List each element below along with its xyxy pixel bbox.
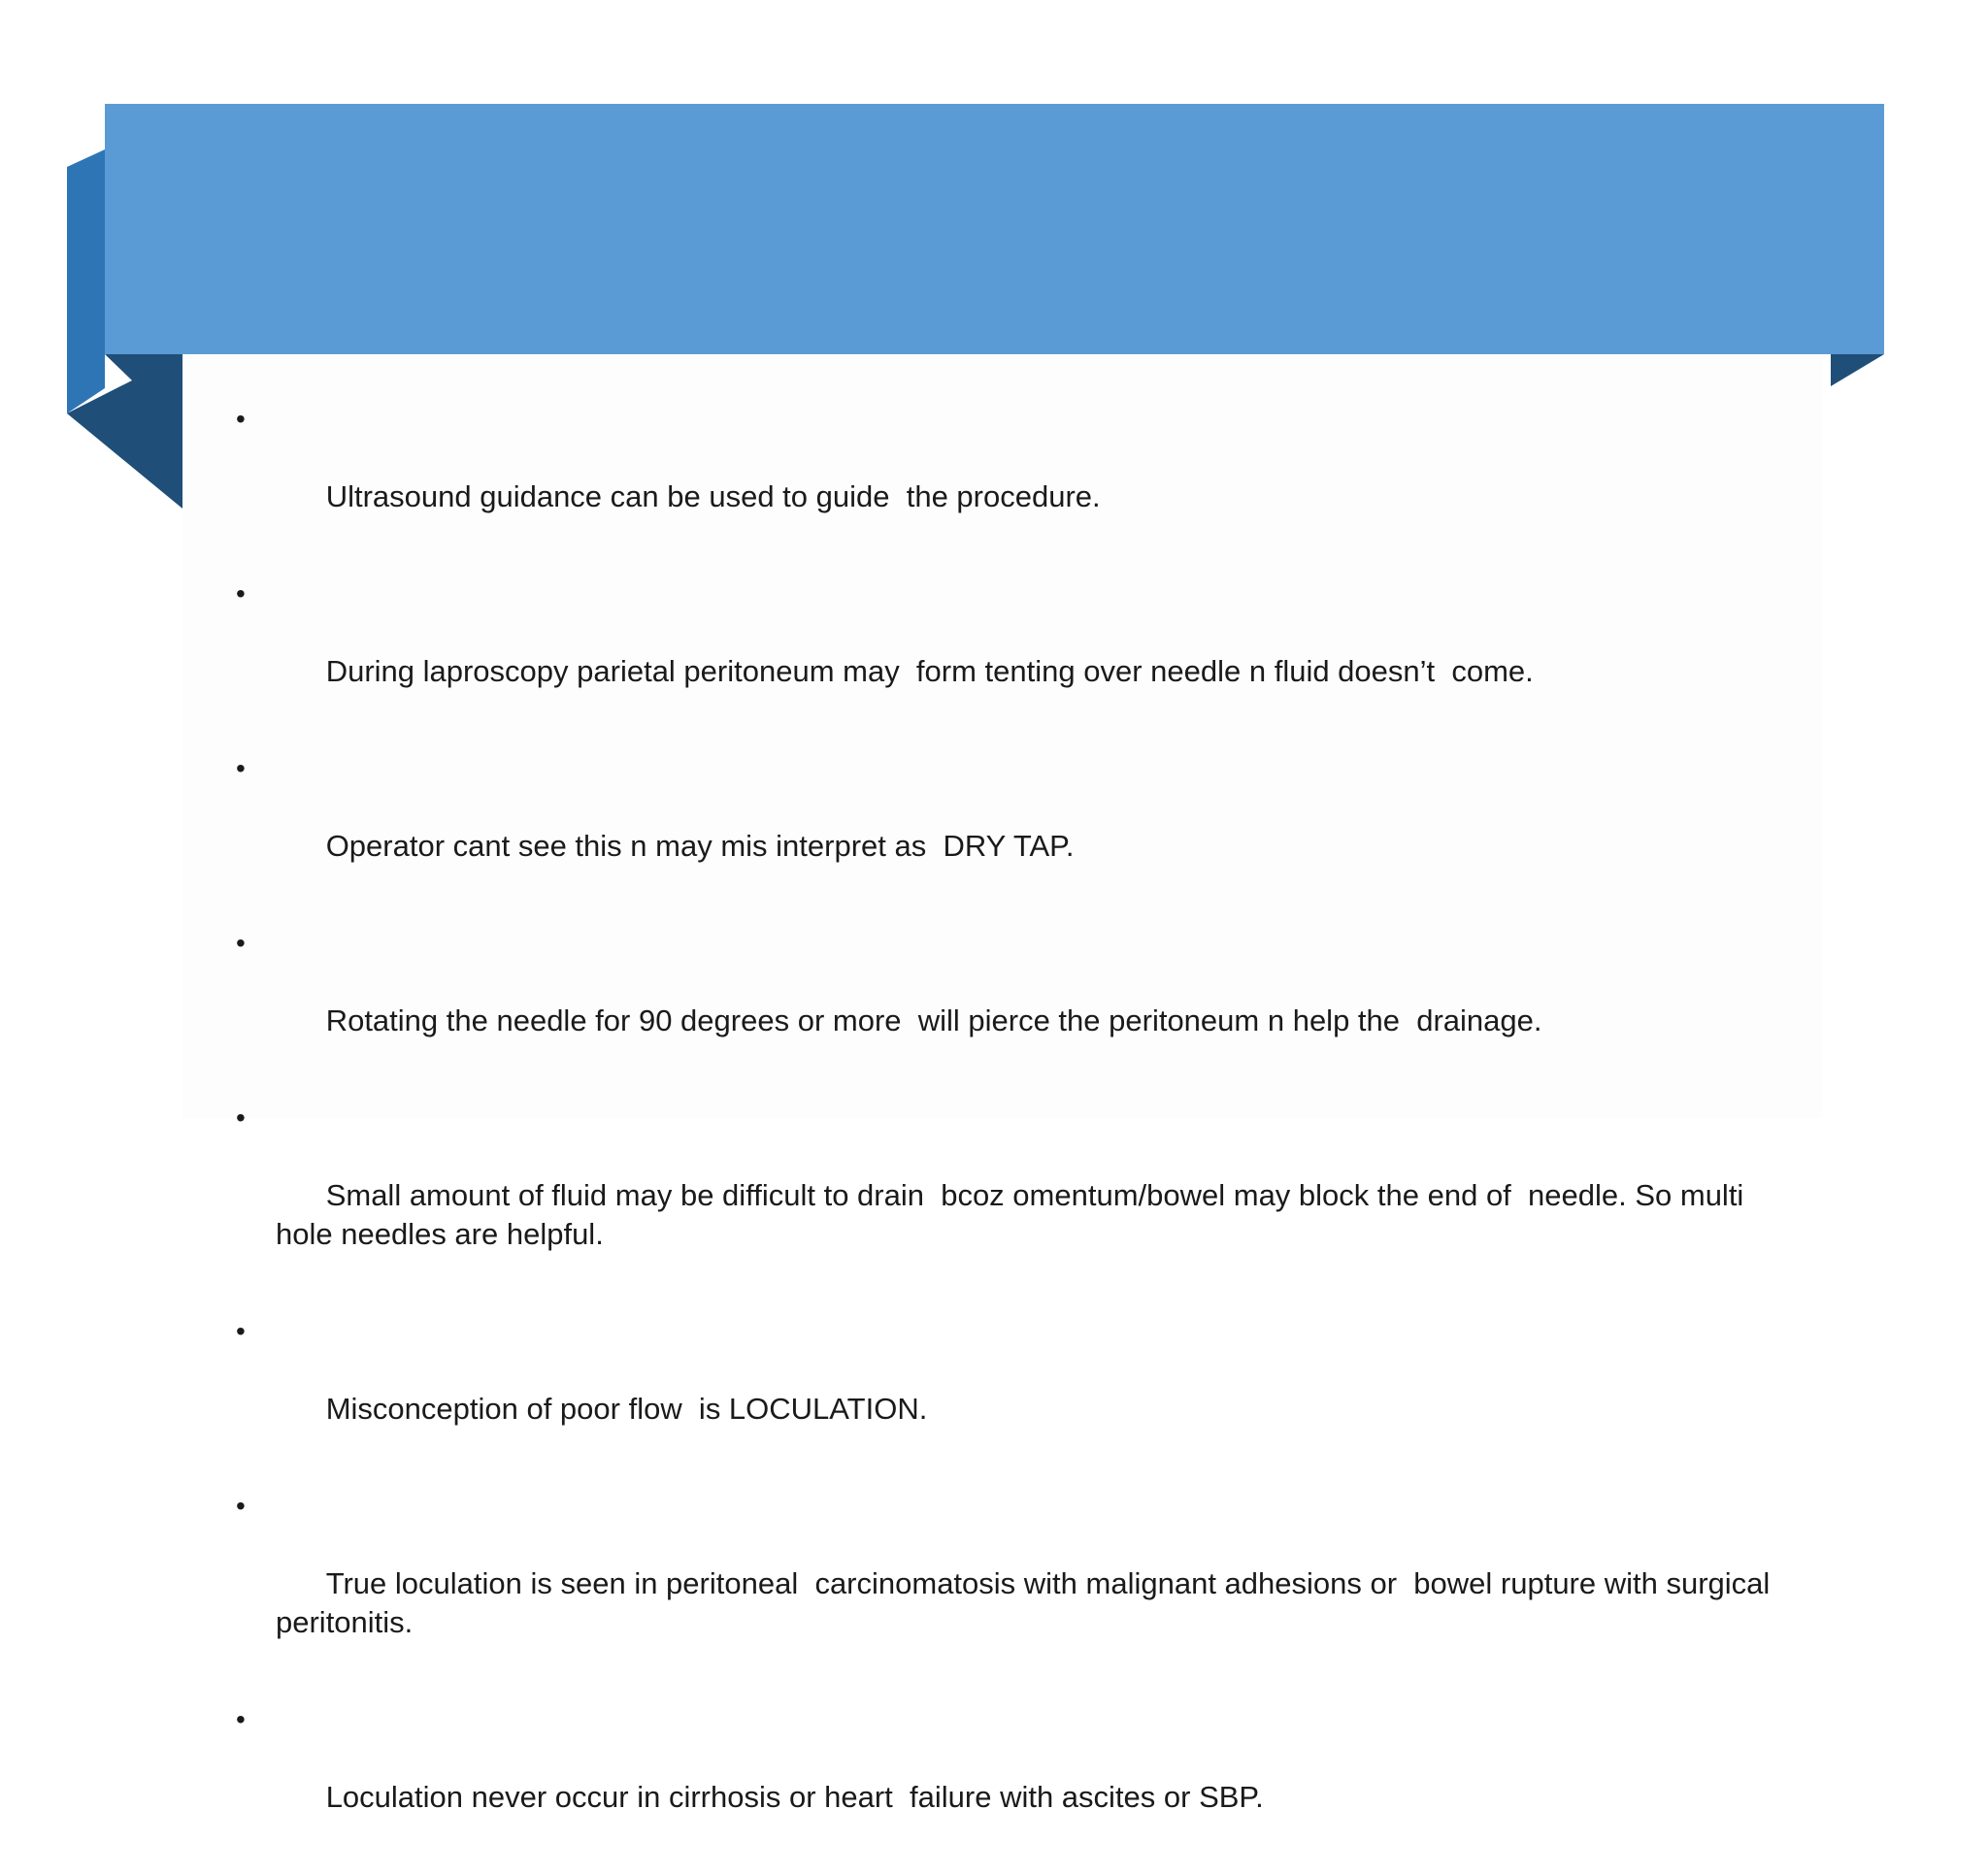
bullet-text: Misconception of poor flow is LOCULATION. [325,1392,928,1426]
bullet-item [233,1099,1786,1293]
bullet-dot: • [236,404,246,434]
bullet-text: Loculation never occur in cirrhosis or heart failure with ascites or SBP. [325,1780,1264,1814]
bullet-dot: • [236,1102,246,1133]
bullet-text: During laproscopy parietal peritoneum may form tenting over needle n fluid doesn’t come. [325,654,1534,688]
bullet-dot: • [236,578,246,609]
bullet-list [233,400,1786,1875]
ribbon-left-fold [67,149,105,413]
bullet-dot: • [236,1491,246,1521]
bullet-text: Rotating the needle for 90 degrees or more will pierce the peritoneum n help the drainage. [325,1003,1542,1037]
bullet-item [233,1700,1786,1856]
bullet-dot: • [236,928,246,958]
bullet-text: Operator cant see this n may mis interpret as DRY TAP. [325,829,1075,863]
bullet-item [233,1312,1786,1467]
bullet-item [233,924,1786,1079]
bullet-dot: • [236,1316,246,1346]
bullet-item [233,400,1786,555]
bullet-item [233,1487,1786,1681]
title-banner [105,104,1884,354]
bullet-text: True loculation is seen in peritoneal carcinomatosis with malignant adhesions or bowel rupture with surgical peritonitis. [276,1566,1778,1639]
bullet-item [233,749,1786,905]
bullet-item [233,575,1786,730]
bullet-text: Ultrasound guidance can be used to guide the procedure. [325,479,1101,513]
bullet-dot: • [236,1704,246,1734]
bullet-dot: • [236,753,246,783]
ribbon-right-fold [1831,354,1884,386]
bullet-text: Small amount of fluid may be difficult to drain bcoz omentum/bowel may block the end of needle. So multi hole needles are helpful. [276,1178,1752,1251]
